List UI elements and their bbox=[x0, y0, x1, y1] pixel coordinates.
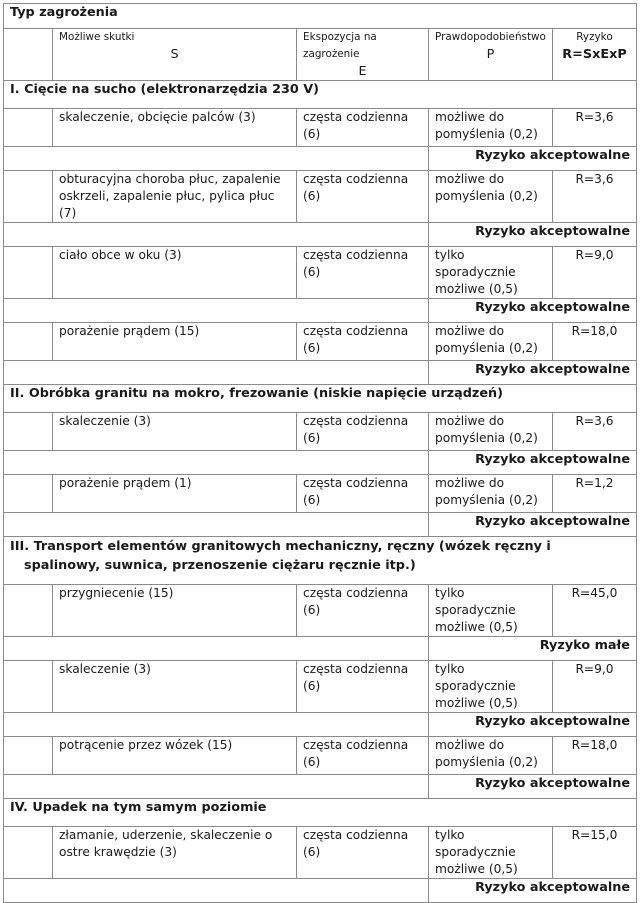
section-title-text: I. Cięcie na sucho (elektronarzędzia 230 V) bbox=[10, 82, 320, 97]
header-risk bbox=[553, 29, 637, 81]
section-title bbox=[4, 537, 637, 585]
hazard-blank-cell bbox=[4, 171, 53, 223]
header-blank-cell bbox=[4, 29, 53, 81]
risk-verdict-row bbox=[4, 299, 637, 323]
hazard-row bbox=[4, 413, 637, 451]
section-title bbox=[4, 799, 637, 827]
risk-verdict: Ryzyko akceptowalne bbox=[429, 775, 637, 799]
header-exposure-symbol: E bbox=[358, 64, 367, 79]
risk-verdict-row bbox=[4, 361, 637, 385]
header-effects bbox=[53, 29, 297, 81]
verdict-blank-cell bbox=[4, 361, 429, 385]
hazard-risk-value: R=45,0 bbox=[553, 585, 637, 637]
hazard-exposure: częsta codzienna (6) bbox=[297, 109, 429, 147]
section-title-text: II. Obróbka granitu na mokro, frezowanie (niskie napięcie urządzeń) bbox=[10, 386, 503, 401]
verdict-blank-cell bbox=[4, 223, 429, 247]
column-header-row bbox=[4, 29, 637, 81]
hazard-probability: tylko sporadycznie możliwe (0,5) bbox=[429, 827, 553, 879]
hazard-exposure: częsta codzienna (6) bbox=[297, 737, 429, 775]
hazard-row bbox=[4, 661, 637, 713]
hazard-blank-cell bbox=[4, 109, 53, 147]
section-title-text: IV. Upadek na tym samym poziomie bbox=[10, 800, 267, 815]
hazard-effect: skaleczenie (3) bbox=[53, 661, 297, 713]
hazard-effect: porażenie prądem (1) bbox=[53, 475, 297, 513]
hazard-blank-cell bbox=[4, 661, 53, 713]
hazard-effect: obturacyjna choroba płuc, zapalenie oskrzeli, zapalenie płuc, pylica płuc (7) bbox=[53, 171, 297, 223]
hazard-risk-value: R=3,6 bbox=[553, 413, 637, 451]
risk-verdict: Ryzyko akceptowalne bbox=[429, 879, 637, 903]
hazard-probability: tylko sporadycznie możliwe (0,5) bbox=[429, 661, 553, 713]
hazard-exposure: częsta codzienna (6) bbox=[297, 475, 429, 513]
verdict-blank-cell bbox=[4, 775, 429, 799]
verdict-blank-cell bbox=[4, 451, 429, 475]
hazard-blank-cell bbox=[4, 247, 53, 299]
risk-verdict-row bbox=[4, 775, 637, 799]
risk-verdict-row bbox=[4, 879, 637, 903]
risk-verdict: Ryzyko akceptowalne bbox=[429, 451, 637, 475]
verdict-blank-cell bbox=[4, 637, 429, 661]
hazard-exposure: częsta codzienna (6) bbox=[297, 585, 429, 637]
hazard-risk-value: R=9,0 bbox=[553, 247, 637, 299]
hazard-row bbox=[4, 737, 637, 775]
hazard-blank-cell bbox=[4, 585, 53, 637]
hazard-probability: możliwe do pomyślenia (0,2) bbox=[429, 413, 553, 451]
risk-verdict: Ryzyko małe bbox=[429, 637, 637, 661]
risk-verdict: Ryzyko akceptowalne bbox=[429, 147, 637, 171]
hazard-effect: ciało obce w oku (3) bbox=[53, 247, 297, 299]
table-title-row bbox=[4, 4, 637, 29]
risk-assessment-table bbox=[3, 3, 637, 903]
risk-verdict-row bbox=[4, 513, 637, 537]
hazard-effect: przygniecenie (15) bbox=[53, 585, 297, 637]
header-risk-symbol: R=SxExP bbox=[562, 47, 627, 62]
header-probability bbox=[429, 29, 553, 81]
hazard-risk-value: R=18,0 bbox=[553, 323, 637, 361]
risk-verdict-row bbox=[4, 147, 637, 171]
verdict-blank-cell bbox=[4, 713, 429, 737]
hazard-effect: porażenie prądem (15) bbox=[53, 323, 297, 361]
hazard-probability: możliwe do pomyślenia (0,2) bbox=[429, 475, 553, 513]
hazard-row bbox=[4, 171, 637, 223]
hazard-risk-value: R=15,0 bbox=[553, 827, 637, 879]
hazard-row bbox=[4, 585, 637, 637]
hazard-exposure: częsta codzienna (6) bbox=[297, 171, 429, 223]
risk-verdict-row bbox=[4, 451, 637, 475]
hazard-effect: złamanie, uderzenie, skaleczenie o ostre krawędzie (3) bbox=[53, 827, 297, 879]
risk-table-body bbox=[4, 4, 637, 903]
hazard-risk-value: R=18,0 bbox=[553, 737, 637, 775]
risk-verdict: Ryzyko akceptowalne bbox=[429, 513, 637, 537]
hazard-probability: tylko sporadycznie możliwe (0,5) bbox=[429, 585, 553, 637]
table-title: Typ zagrożenia bbox=[4, 4, 637, 29]
hazard-exposure: częsta codzienna (6) bbox=[297, 323, 429, 361]
verdict-blank-cell bbox=[4, 299, 429, 323]
hazard-effect: skaleczenie (3) bbox=[53, 413, 297, 451]
risk-verdict: Ryzyko akceptowalne bbox=[429, 713, 637, 737]
section-row bbox=[4, 81, 637, 109]
hazard-risk-value: R=3,6 bbox=[553, 109, 637, 147]
hazard-exposure: częsta codzienna (6) bbox=[297, 413, 429, 451]
hazard-exposure: częsta codzienna (6) bbox=[297, 661, 429, 713]
section-row bbox=[4, 799, 637, 827]
hazard-blank-cell bbox=[4, 413, 53, 451]
section-title bbox=[4, 81, 637, 109]
header-risk-label: Ryzyko bbox=[576, 31, 613, 43]
risk-verdict-row bbox=[4, 223, 637, 247]
section-row bbox=[4, 385, 637, 413]
header-effects-label: Możliwe skutki bbox=[59, 31, 135, 43]
verdict-blank-cell bbox=[4, 147, 429, 171]
hazard-blank-cell bbox=[4, 323, 53, 361]
risk-verdict: Ryzyko akceptowalne bbox=[429, 299, 637, 323]
hazard-probability: możliwe do pomyślenia (0,2) bbox=[429, 737, 553, 775]
hazard-effect: skaleczenie, obcięcie palców (3) bbox=[53, 109, 297, 147]
header-effects-symbol: S bbox=[170, 47, 179, 62]
hazard-probability: możliwe do pomyślenia (0,2) bbox=[429, 171, 553, 223]
hazard-risk-value: R=1,2 bbox=[553, 475, 637, 513]
hazard-row bbox=[4, 247, 637, 299]
risk-verdict-row bbox=[4, 637, 637, 661]
section-row bbox=[4, 537, 637, 585]
hazard-risk-value: R=3,6 bbox=[553, 171, 637, 223]
hazard-exposure: częsta codzienna (6) bbox=[297, 827, 429, 879]
risk-verdict: Ryzyko akceptowalne bbox=[429, 361, 637, 385]
hazard-probability: możliwe do pomyślenia (0,2) bbox=[429, 109, 553, 147]
verdict-blank-cell bbox=[4, 513, 429, 537]
hazard-exposure: częsta codzienna (6) bbox=[297, 247, 429, 299]
risk-verdict-row bbox=[4, 713, 637, 737]
header-exposure-label: Ekspozycja na zagrożenie bbox=[303, 31, 377, 60]
hazard-probability: tylko sporadycznie możliwe (0,5) bbox=[429, 247, 553, 299]
hazard-probability: możliwe do pomyślenia (0,2) bbox=[429, 323, 553, 361]
risk-verdict: Ryzyko akceptowalne bbox=[429, 223, 637, 247]
verdict-blank-cell bbox=[4, 879, 429, 903]
hazard-blank-cell bbox=[4, 737, 53, 775]
header-exposure bbox=[297, 29, 429, 81]
hazard-blank-cell bbox=[4, 475, 53, 513]
hazard-blank-cell bbox=[4, 827, 53, 879]
hazard-effect: potrącenie przez wózek (15) bbox=[53, 737, 297, 775]
header-probability-symbol: P bbox=[486, 47, 495, 62]
section-title bbox=[4, 385, 637, 413]
hazard-row bbox=[4, 109, 637, 147]
section-title-text: III. Transport elementów granitowych mechaniczny, ręczny (wózek ręczny i spalinowy, suwnica, przenoszenie ciężaru ręcznie itp.) bbox=[10, 539, 551, 573]
hazard-row bbox=[4, 475, 637, 513]
header-probability-label: Prawdopodobieństwo bbox=[435, 31, 546, 43]
hazard-row bbox=[4, 323, 637, 361]
hazard-risk-value: R=9,0 bbox=[553, 661, 637, 713]
hazard-row bbox=[4, 827, 637, 879]
